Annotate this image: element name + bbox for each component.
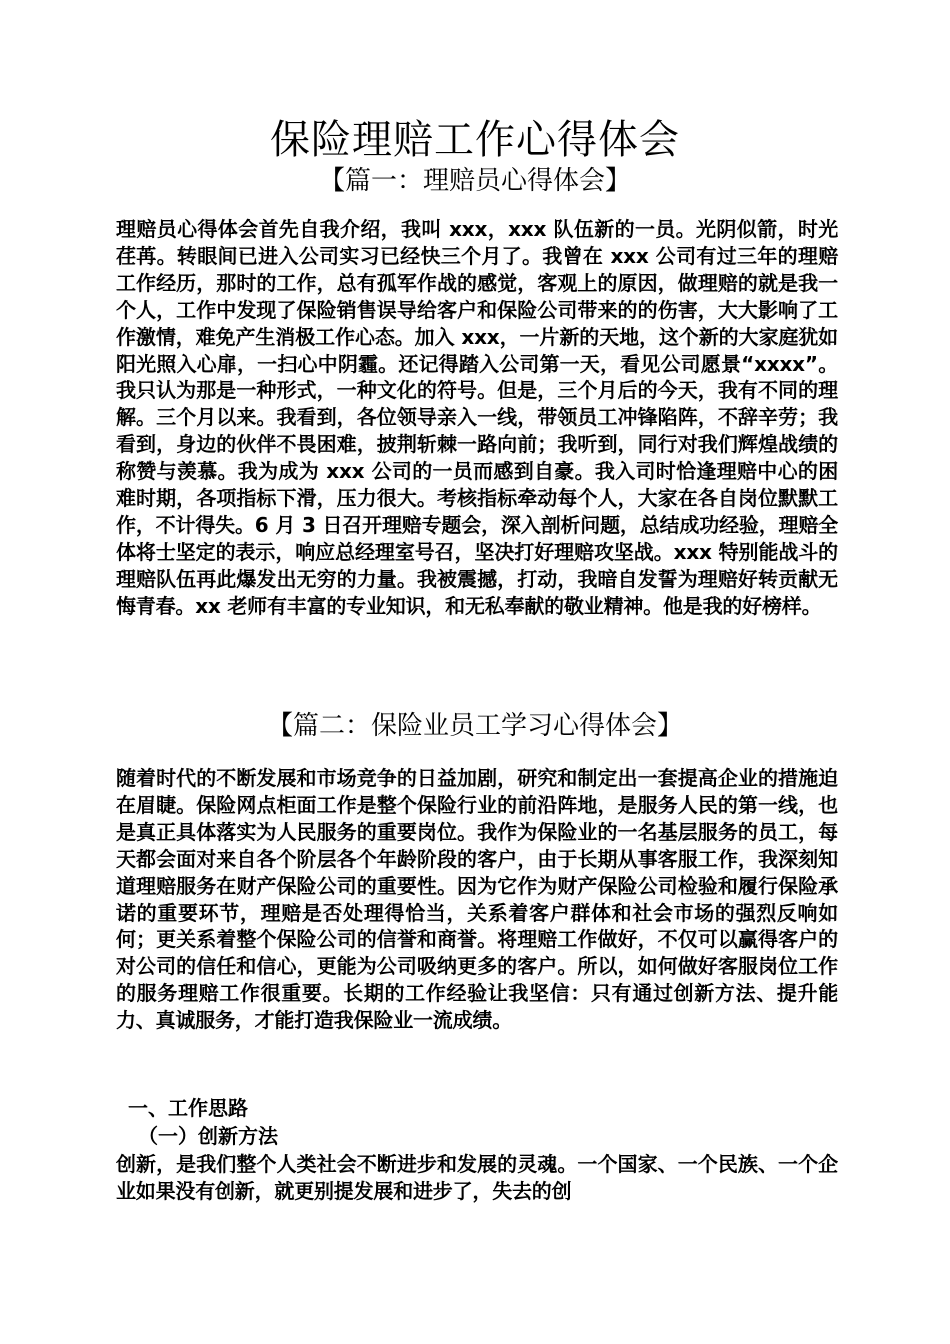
section-2-body: 随着时代的不断发展和市场竞争的日益加剧，研究和制定出一套提高企业的措施迫在眉睫。保险网点柜面工作是整个保险行业的前沿阵地，是服务人民的第一线，也是真正具体落实为人民服务的重要岗位。我作为保险业的一名基层服务的员工，每天都会面对来自各个阶层各个年龄阶段的客户，由于长期从事客服工作，我深刻知道理赔服务在财产保险公司的重要性。因为它作为财产保险公司检验和履行保险承诺的重要环节，理赔是否处理得恰当，关系着客户群体和社会市场的强烈反响如何；更关系着整个保险公司的信誉和商誉。将理赔工作做好，不仅可以赢得客户的对公司的信任和信心，更能为公司吸纳更多的客户。所以，如何做好客服岗位工作的服务理赔工作很重要。长期的工作经验让我坚信：只有通过创新方法、提升能力、真诚服务，才能打造我保险业一流成绩。 <box>116 766 838 1033</box>
section-2-title: 【篇二：保险业员工学习心得体会】 <box>266 711 683 741</box>
innovation-body: 创新，是我们整个人类社会不断进步和发展的灵魂。一个国家、一个民族、一个企业如果没有创新，就更别提发展和进步了，失去的创 <box>116 1152 838 1203</box>
heading-work-ideas: 一、工作思路 <box>128 1096 248 1120</box>
document-title: 保险理赔工作心得体会 <box>270 117 680 163</box>
section-1-title: 【篇一：理赔员心得体会】 <box>318 166 631 196</box>
subheading-innovation-method: （一）创新方法 <box>138 1124 278 1148</box>
section-1-body: 理赔员心得体会首先自我介绍，我叫 xxx，xxx 队伍新的一员。光阴似箭，时光荏苒。转眼间已进入公司实习已经快三个月了。我曾在 xxx 公司有过三年的理赔工作经历，那时的工作，总有孤军作战的感觉，客观上的原因，做理赔的就是我一个人，工作中发现了保险销售误导给客户和保险公司带来的的伤害，大大影响了工作激情，难免产生消极工作心态。加入 xxx，一片新的天地，这个新的大家庭犹如阳光照入心扉，一扫心中阴霾。还记得踏入公司第一天，看见公司愿景“xxxx”。我只认为那是一种形式，一种文化的符号。但是，三个月后的今天，我有不同的理解。三个月以来。我看到，各位领导亲入一线，带领员工冲锋陷阵，不辞辛劳；我看到，身边的伙伴不畏困难，披荆斩棘一路向前；我听到，同行对我们辉煌战绩的称赞与羡慕。我为成为 xxx 公司的一员而感到自豪。我入司时恰逢理赔中心的困难时期，各项指标下滑，压力很大。考核指标牵动每个人，大家在各自岗位默默工作，不计得失。6 月 3 日召开理赔专题会，深入剖析问题，总结成功经验，理赔全体将士坚定的表示，响应总经理室号召，坚决打好理赔攻坚战。xxx 特别能战斗的理赔队伍再此爆发出无穷的力量。我被震撼，打动，我暗自发誓为理赔好转贡献无悔青春。xx 老师有丰富的专业知识，和无私奉献的敬业精神。他是我的好榜样。 <box>116 217 838 618</box>
